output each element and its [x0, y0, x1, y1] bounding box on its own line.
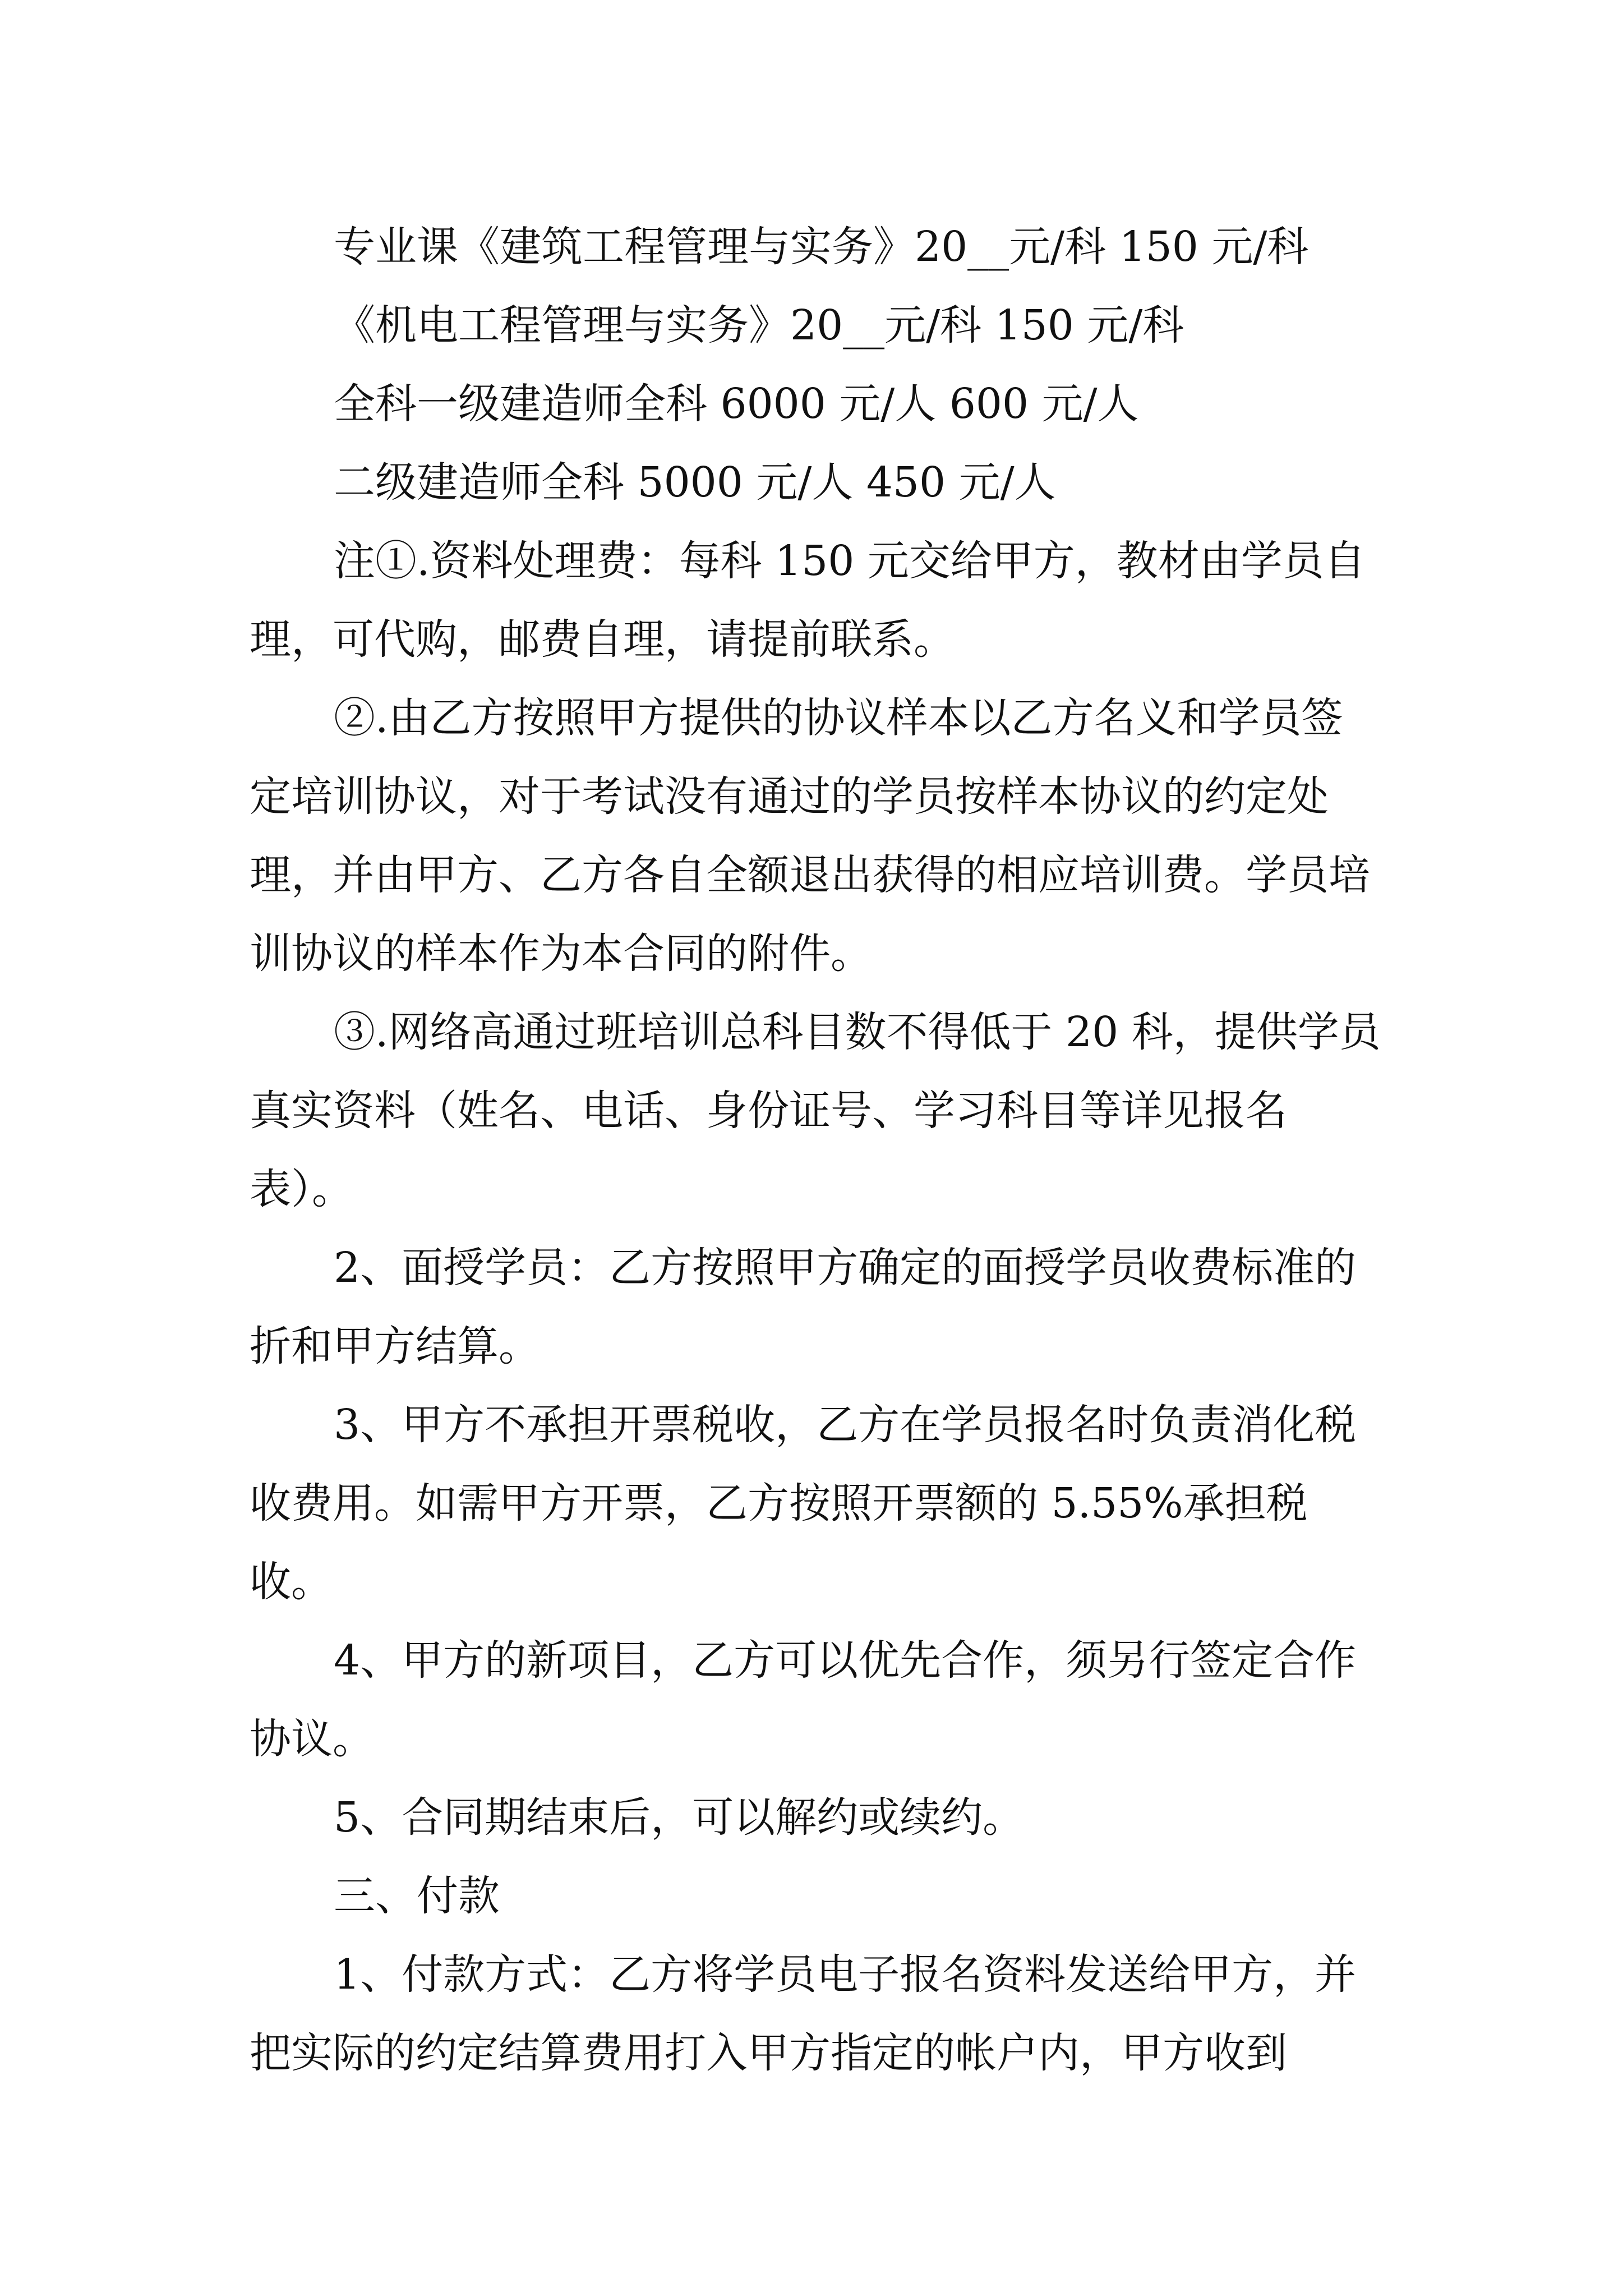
clause-2-paragraph: 2、面授学员：乙方按照甲方确定的面授学员收费标准的 折和甲方结算。: [250, 1244, 1357, 1370]
fee-line-construction: 专业课《建筑工程管理与实务》20__元/科 150 元/科: [334, 223, 1309, 271]
payment-clause-1-paragraph: 1、付款方式：乙方将学员电子报名资料发送给甲方，并把实际的约定结算费用打入甲方指定的帐户内，甲方收到: [250, 1950, 1357, 2077]
clause-4-paragraph: 4、甲方的新项目，乙方可以优先合作，须另行签定合作协议。: [250, 1636, 1357, 1763]
fee-line-electromechanical: 《机电工程管理与实务》20__元/科 150 元/科: [334, 301, 1184, 349]
clause-5-paragraph: 5、合同期结束后，可以解约或续约。: [334, 1793, 1025, 1842]
document-body: [250, 208, 1382, 2092]
fee-line-second-class: 二级建造师全科 5000 元/人 450 元/人: [334, 458, 1056, 507]
note-2-paragraph: ②.由乙方按照甲方提供的协议样本以乙方名义和学员签定培训协议，对于考试没有通过的学员按样本协议的约定处理，并由甲方、乙方各自全额退出获得的相应培训费。学员培训协议的样本作为本合同的附件。: [250, 694, 1370, 978]
clause-3-paragraph: 3、甲方不承担开票税收，乙方在学员报名时负责消化税收费用。如需甲方开票，乙方按照开票额的 5.55%承担税收。: [250, 1401, 1357, 1606]
fee-line-first-class: 全科一级建造师全科 6000 元/人 600 元/人: [334, 380, 1139, 428]
note-1-paragraph: 注①.资料处理费：每科 150 元交给甲方，教材由学员自理，可代购，邮费自理，请提前联系。: [250, 537, 1366, 664]
section-heading-payment: 三、付款: [334, 1872, 500, 1920]
note-3-paragraph: ③.网络高通过班培训总科目数不得低于 20 科，提供学员真实资料（姓名、电话、身份证号、学习科目等详见报名表）。: [250, 1008, 1381, 1213]
